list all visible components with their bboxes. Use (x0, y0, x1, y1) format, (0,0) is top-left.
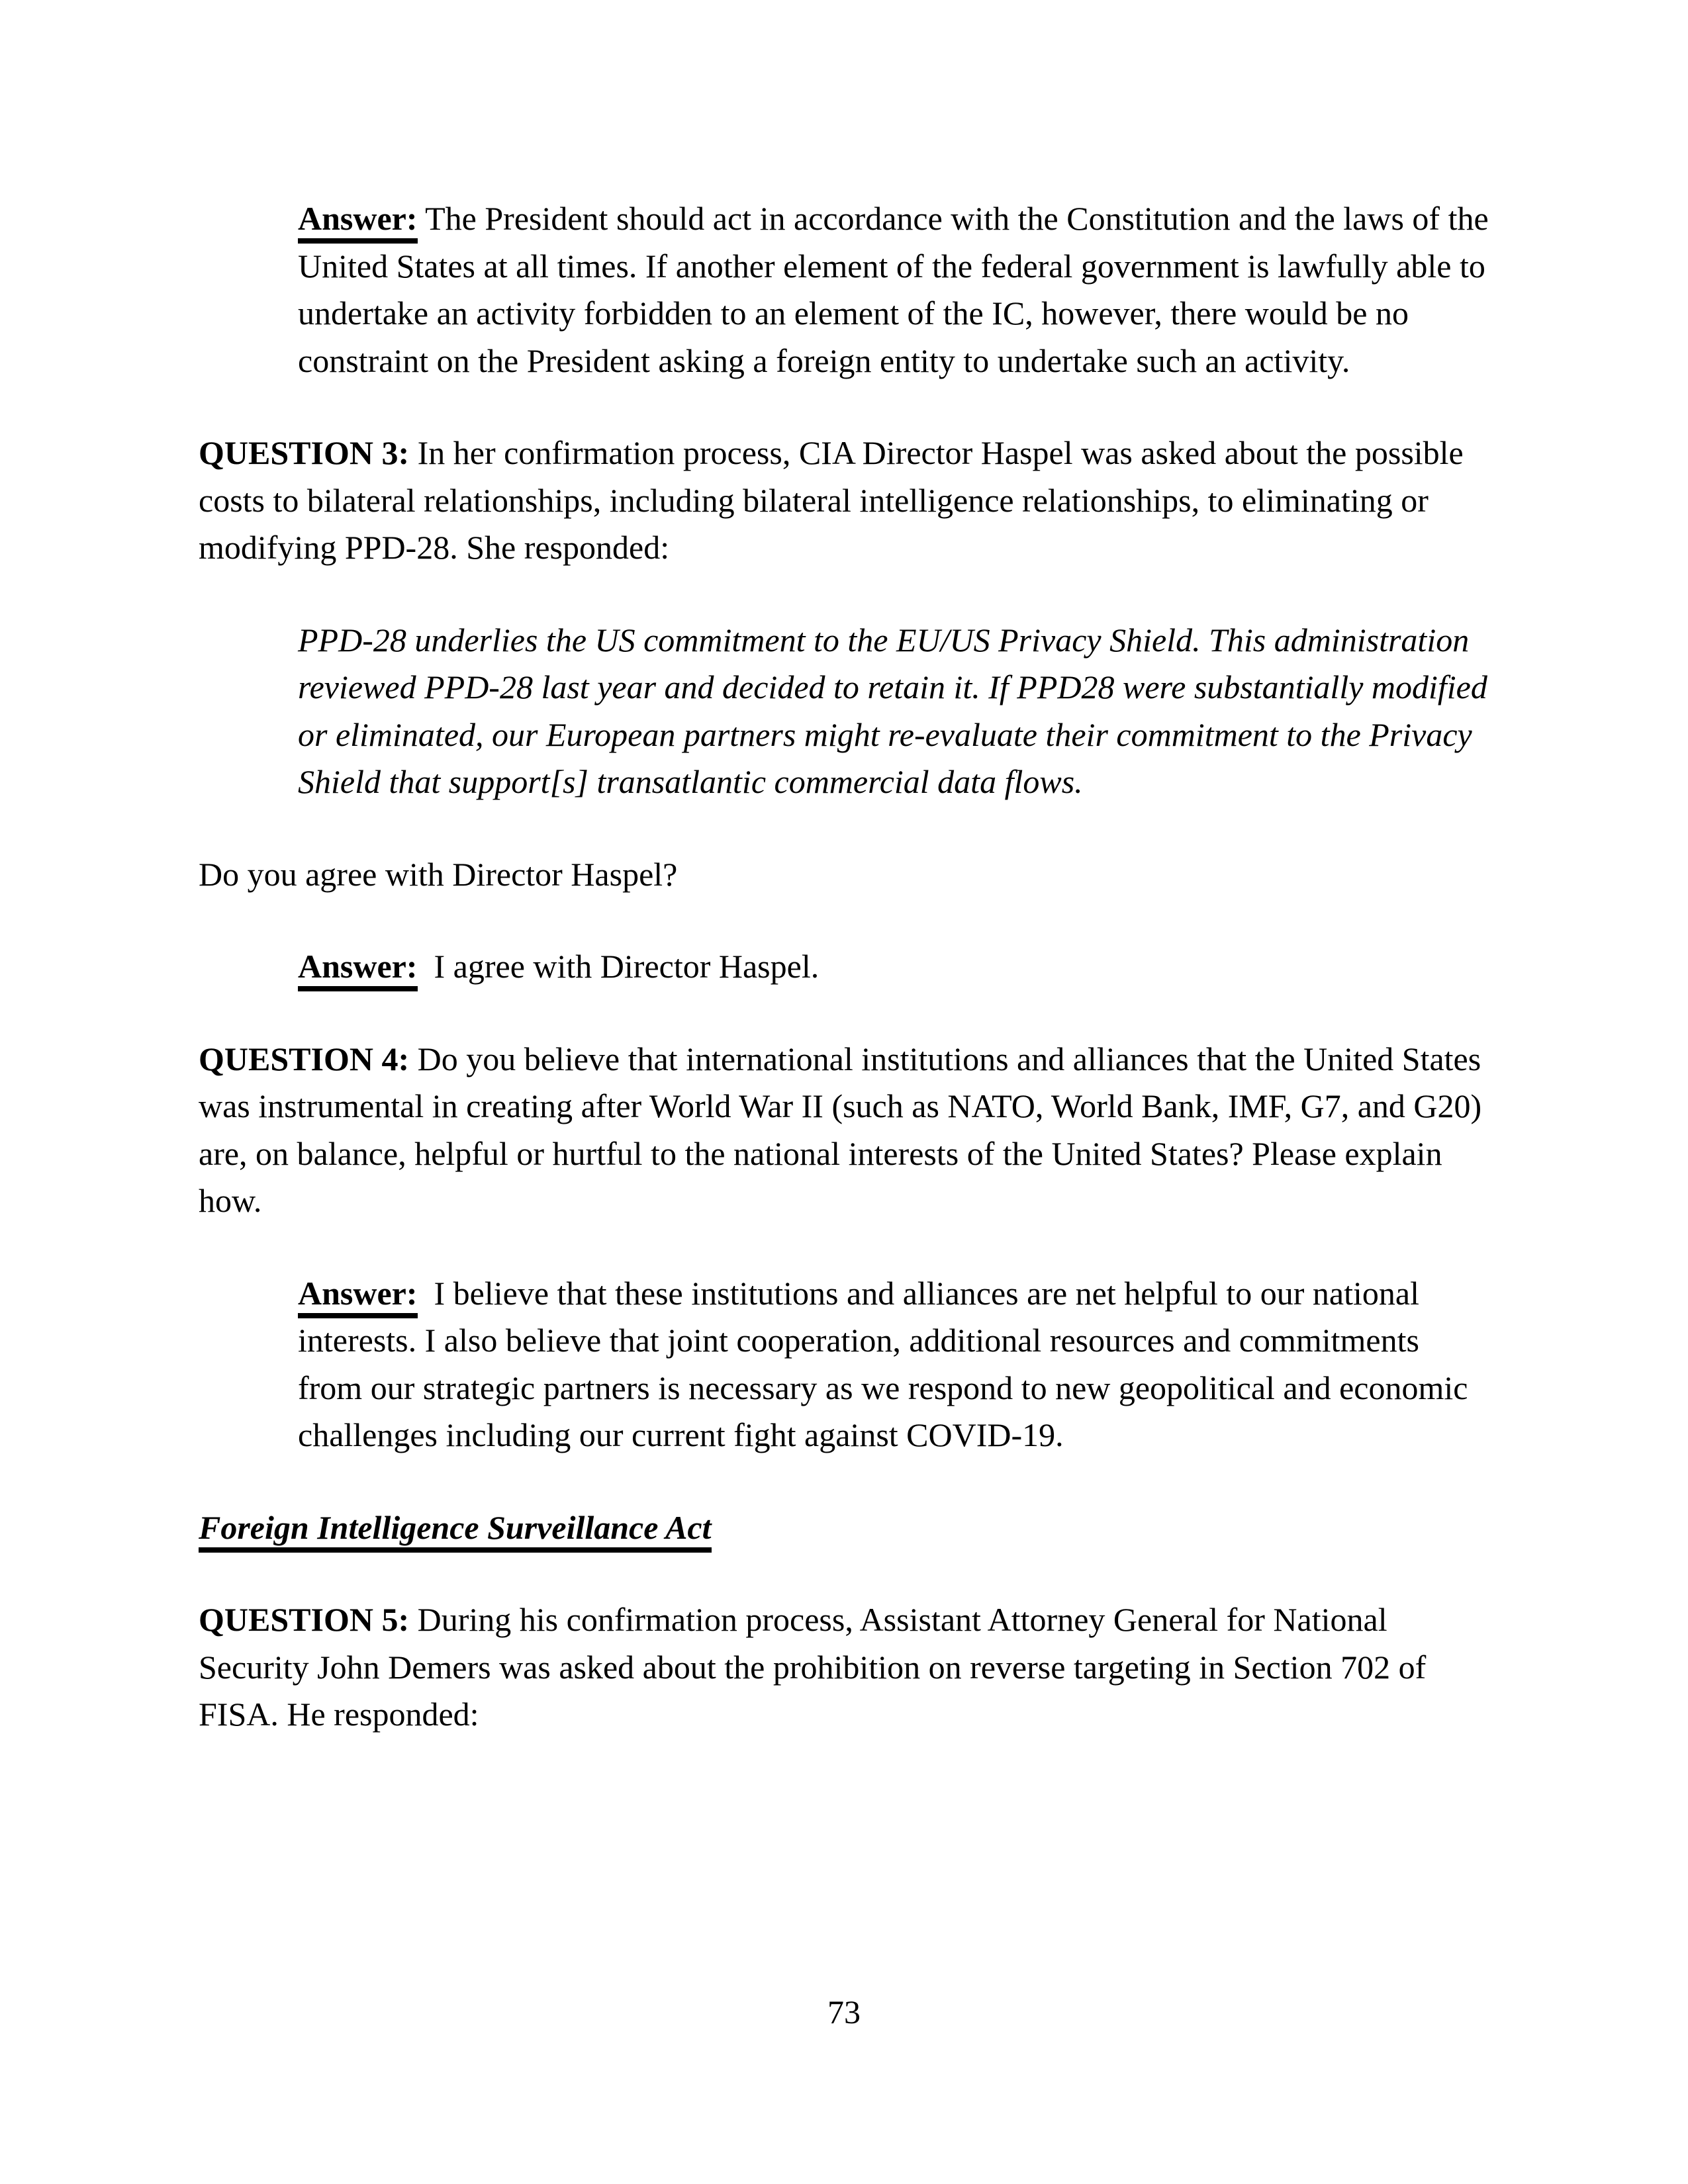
question-5-paragraph (199, 1596, 1489, 1739)
section-heading-fisa (199, 1504, 1489, 1552)
question-4-paragraph (199, 1036, 1489, 1225)
answer-text: I believe that these institutions and alliances are net helpful to our national interests. I also believe that joint cooperation, additional resources and commitments from our strategic partners is necessary as we respond to new geopolitical and economic challenges including our current fight against COVID-19. (298, 1274, 1476, 1453)
answer-label: Answer: (298, 1275, 418, 1318)
section-heading-text: Foreign Intelligence Surveillance Act (199, 1509, 712, 1553)
document-body (199, 195, 1497, 1784)
answer-paragraph-q4 (298, 1270, 1489, 1459)
answer-text: I agree with Director Haspel. (417, 948, 820, 985)
question-4-label: QUESTION 4: (199, 1040, 410, 1077)
haspel-quote-text: PPD-28 underlies the US commitment to the EU/US Privacy Shield. This administration reviewed PPD-28 last year and decided to retain it. If PPD28 were substantially modified or eliminated, our European partners might re-evaluate their commitment to the Privacy Shield that support[s] transatlantic commercial data flows. (298, 621, 1496, 800)
question-3-followup (199, 851, 1489, 899)
question-3-paragraph (199, 430, 1489, 572)
question-3-label: QUESTION 3: (199, 434, 410, 471)
answer-paragraph-q3 (298, 943, 1489, 991)
question-3-followup-text: Do you agree with Director Haspel? (199, 855, 678, 893)
question-3-text: In her confirmation process, CIA Director Haspel was asked about the possible costs to bilateral relationships, including bilateral intelligence relationships, to eliminating or modifying PPD-28. She responded: (199, 434, 1472, 566)
page-number: 73 (827, 1993, 861, 2030)
answer-label: Answer: (298, 200, 418, 244)
answer-text: The President should act in accordance with the Constitution and the laws of the United States at all times. If another element of the federal government is lawfully able to undertake an activity forbidden to an element of the IC, however, there would be no constraint on the President asking a foreign entity to undertake such an activity. (298, 200, 1497, 379)
haspel-quote-block (298, 617, 1496, 806)
answer-paragraph-q2 (298, 195, 1497, 385)
question-4-text: Do you believe that international institutions and alliances that the United States was instrumental in creating after World War II (such as NATO, World Bank, IMF, G7, and G20) are, on balance, helpful or hurtful to the national interests of the United States? Please explain how. (199, 1040, 1490, 1219)
question-5-label: QUESTION 5: (199, 1601, 410, 1638)
question-5-text: During his confirmation process, Assistant Attorney General for National Security John Demers was asked about the prohibition on reverse targeting in Section 702 of FISA. He responded: (199, 1601, 1434, 1733)
answer-label: Answer: (298, 948, 418, 991)
